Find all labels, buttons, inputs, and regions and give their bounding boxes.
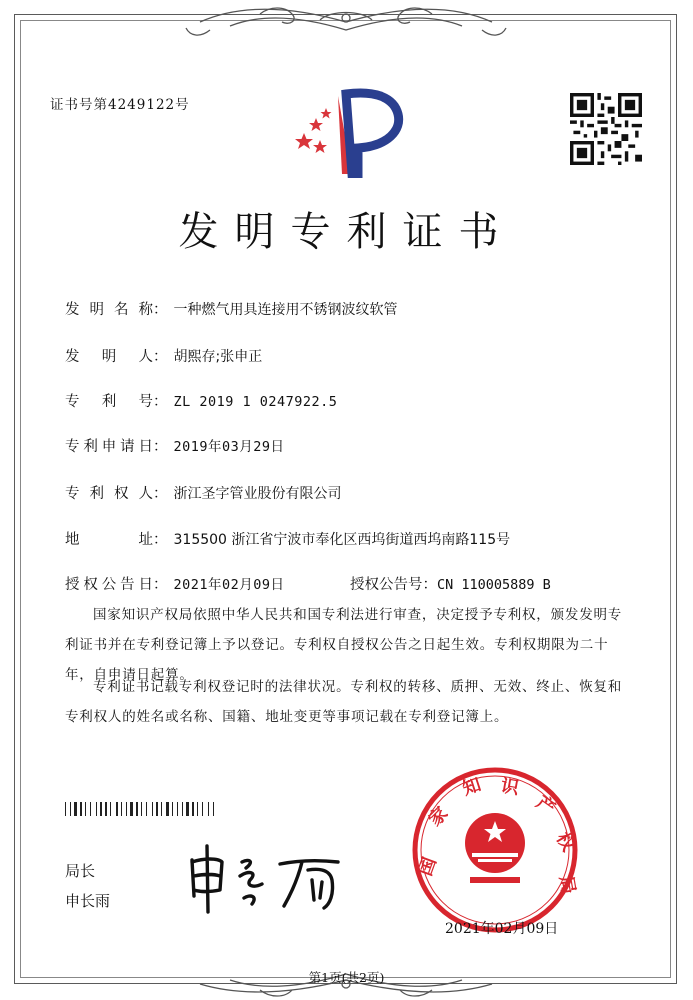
field-grant-number: 授权公告号：CN 110005889 B xyxy=(350,577,551,593)
top-ornament xyxy=(0,0,693,60)
svg-text:知: 知 xyxy=(460,774,484,800)
field-inventors: 发明人： 胡熙存;张申正 xyxy=(65,345,262,366)
barcode-icon xyxy=(65,802,290,816)
field-label: 发明人 xyxy=(65,349,153,365)
seal-date: 2021年02月09日 xyxy=(445,921,559,937)
field-value: CN 110005889 B xyxy=(437,577,551,593)
field-label: 专利号 xyxy=(65,394,153,410)
director-signature xyxy=(180,840,355,920)
field-label: 专利申请日 xyxy=(65,439,153,455)
certificate-number: 证书号第4249122号 xyxy=(50,97,190,113)
field-patent-number: 专利号： ZL 2019 1 0247922.5 xyxy=(65,390,337,411)
field-grant-date: 授权公告日： 2021年02月09日 xyxy=(65,573,285,594)
field-label: 授权公告号 xyxy=(350,577,423,593)
field-value: 浙江圣字管业股份有限公司 xyxy=(173,486,342,502)
field-label: 发明名称 xyxy=(65,302,153,318)
svg-text:局: 局 xyxy=(555,874,579,896)
field-value: 2019年03月29日 xyxy=(173,439,285,455)
field-value: 2021年02月09日 xyxy=(173,577,285,593)
svg-text:国: 国 xyxy=(414,854,441,879)
svg-text:产: 产 xyxy=(532,791,559,820)
field-value: 315500 浙江省宁波市奉化区西坞街道西坞南路115号 xyxy=(173,532,511,548)
svg-text:识: 识 xyxy=(499,775,521,800)
field-value: 一种燃气用具连接用不锈钢波纹软管 xyxy=(173,302,398,318)
body-paragraph: 国家知识产权局依照中华人民共和国专利法进行审查，决定授予专利权，颁发发明专利证书并在专利登记簿上予以登记。专利权自授权公告之日起生效。专利权期限为二十年，自申请日起算。 xyxy=(65,607,623,683)
field-address: 地址： 315500 浙江省宁波市奉化区西坞街道西坞南路115号 xyxy=(65,528,510,549)
field-label: 地址 xyxy=(65,532,153,548)
page-number: 第1页(共2页) xyxy=(308,970,385,985)
qr-code-icon xyxy=(570,93,642,165)
field-value: 胡熙存;张申正 xyxy=(173,349,263,365)
body-paragraph: 专利证书记载专利权登记时的法律状况。专利权的转移、质押、无效、终止、恢复和专利权人的姓名或名称、国籍、地址变更等事项记载在专利登记簿上。 xyxy=(65,679,623,725)
field-invention-name: 发明名称： 一种燃气用具连接用不锈钢波纹软管 xyxy=(65,298,398,319)
svg-text:家: 家 xyxy=(424,802,453,831)
field-label: 授权公告日 xyxy=(65,577,153,593)
field-filing-date: 专利申请日： 2019年03月29日 xyxy=(65,435,285,456)
field-patentee: 专利权人： 浙江圣字管业股份有限公司 xyxy=(65,482,342,503)
director-title: 局长 xyxy=(65,862,96,880)
field-label: 专利权人 xyxy=(65,486,153,502)
svg-text:权: 权 xyxy=(551,829,579,856)
cnipa-logo-icon xyxy=(290,88,410,178)
field-value: ZL 2019 1 0247922.5 xyxy=(173,394,338,410)
certificate-title: 发明专利证书 xyxy=(178,209,515,255)
director-name: 申长雨 xyxy=(65,892,111,910)
official-seal-icon xyxy=(410,765,580,935)
